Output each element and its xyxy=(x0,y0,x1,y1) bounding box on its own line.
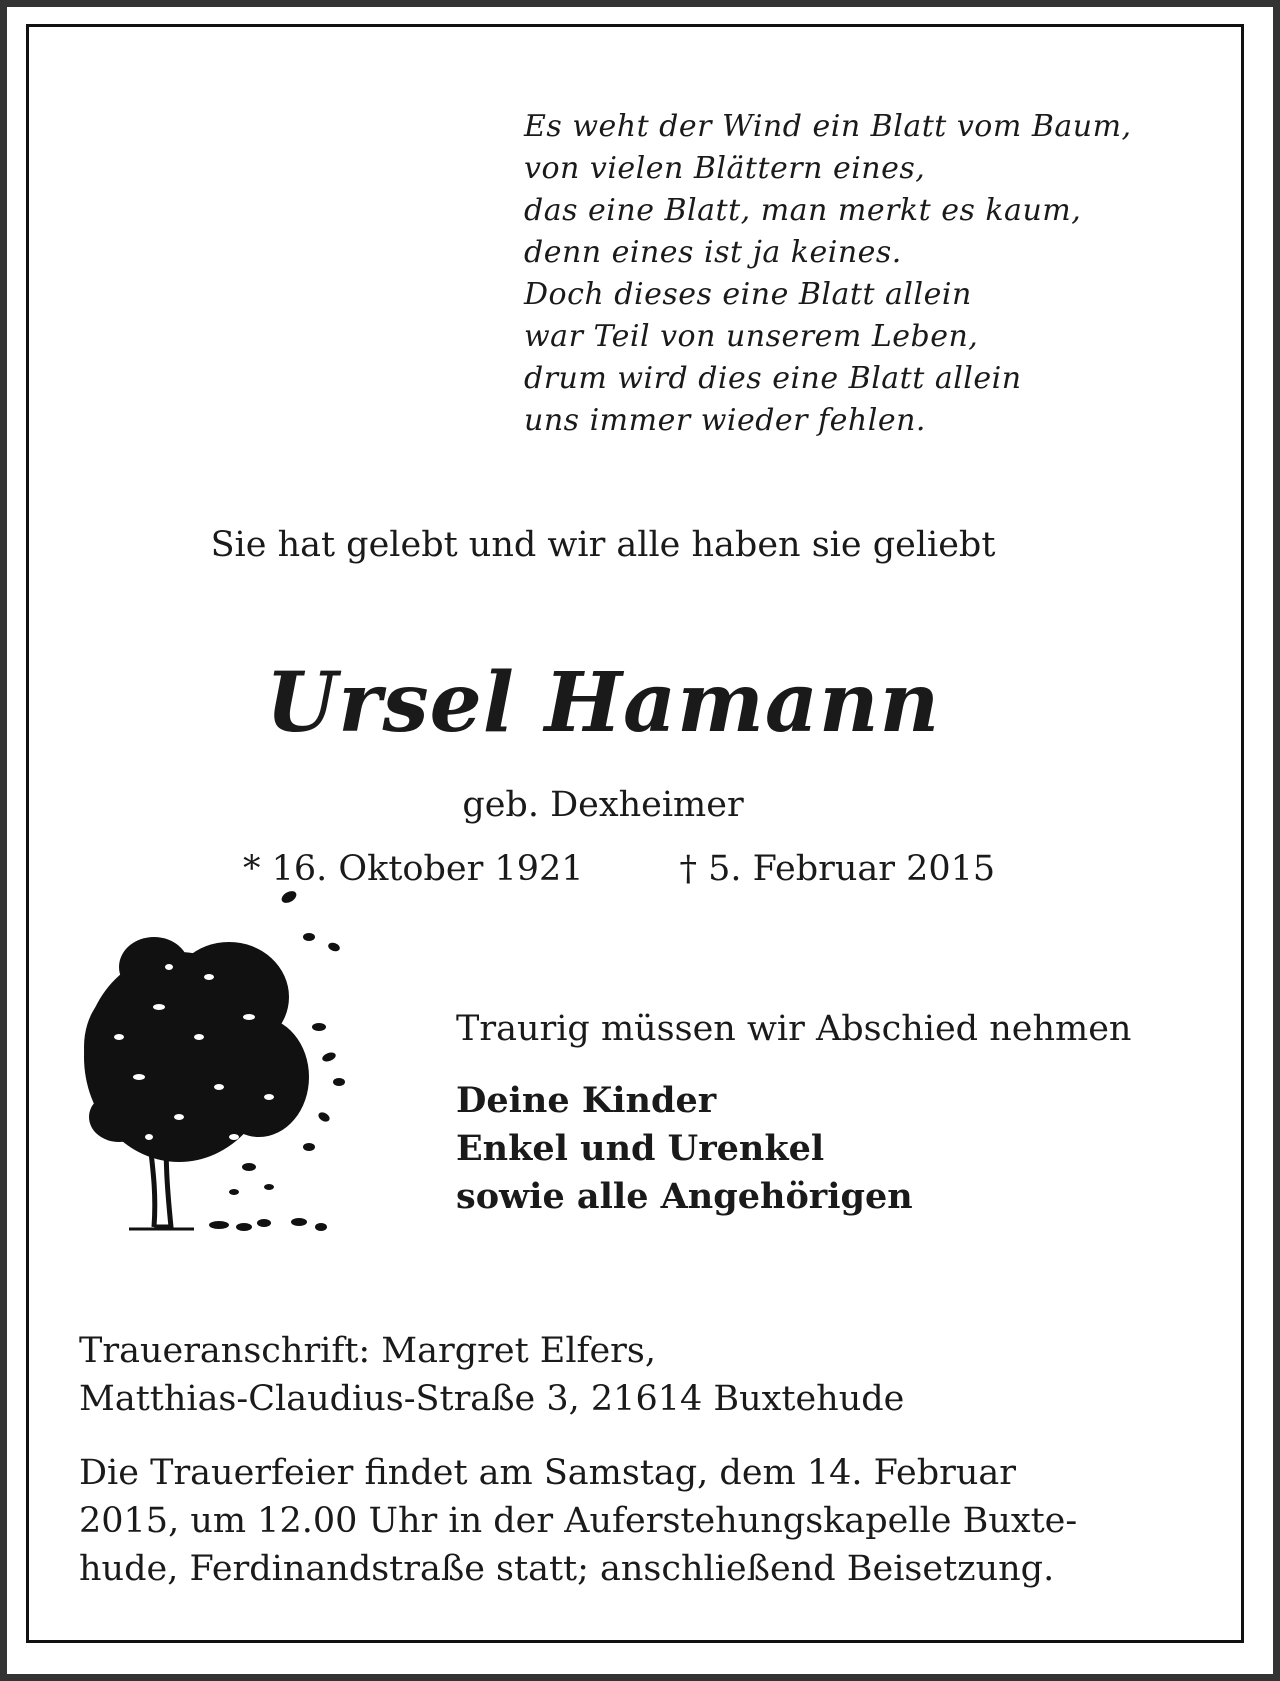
mourning-address xyxy=(79,1327,904,1423)
poem-line: denn eines ist ja keines. xyxy=(524,235,902,270)
poem-line: Doch dieses eine Blatt allein xyxy=(524,277,972,312)
poem-line: Es weht der Wind ein Blatt vom Baum, xyxy=(524,109,1132,144)
mourner-line: Enkel und Urenkel xyxy=(456,1128,825,1169)
address-line: Traueranschrift: Margret Elfers, xyxy=(79,1331,657,1371)
mourners-list xyxy=(456,1077,913,1221)
address-line: Matthias-Claudius-Straße 3, 21614 Buxtehude xyxy=(79,1379,905,1419)
ceremony-line: hude, Ferdinandstraße statt; anschließend Beisetzung. xyxy=(79,1549,1055,1589)
life-dates xyxy=(243,849,995,889)
mourner-line: sowie alle Angehörigen xyxy=(456,1176,913,1217)
poem-line: das eine Blatt, man merkt es kaum, xyxy=(524,193,1082,228)
poem-line: drum wird dies eine Blatt allein xyxy=(524,361,1022,396)
death-date: † 5. Februar 2015 xyxy=(679,849,996,889)
maiden-name: geb. Dexheimer xyxy=(462,785,744,825)
ceremony-line: Die Trauerfeier findet am Samstag, dem 14. Februar xyxy=(79,1453,1016,1493)
obituary-notice xyxy=(26,24,1244,1643)
tagline: Sie hat gelebt und wir alle haben sie geliebt xyxy=(210,525,996,565)
memorial-poem xyxy=(524,106,1132,442)
birth-date: * 16. Oktober 1921 xyxy=(243,849,584,889)
poem-line: uns immer wieder fehlen. xyxy=(524,403,926,438)
poem-line: war Teil von unserem Leben, xyxy=(524,319,979,354)
mourner-line: Deine Kinder xyxy=(456,1080,717,1121)
funeral-details xyxy=(79,1449,1209,1593)
ceremony-line: 2015, um 12.00 Uhr in der Auferstehungskapelle Buxte- xyxy=(79,1501,1078,1541)
windblown-tree-icon xyxy=(59,887,359,1257)
poem-line: von vielen Blättern eines, xyxy=(524,151,926,186)
deceased-name: Ursel Hamann xyxy=(265,655,941,751)
farewell-statement: Traurig müssen wir Abschied nehmen xyxy=(456,1009,1132,1049)
